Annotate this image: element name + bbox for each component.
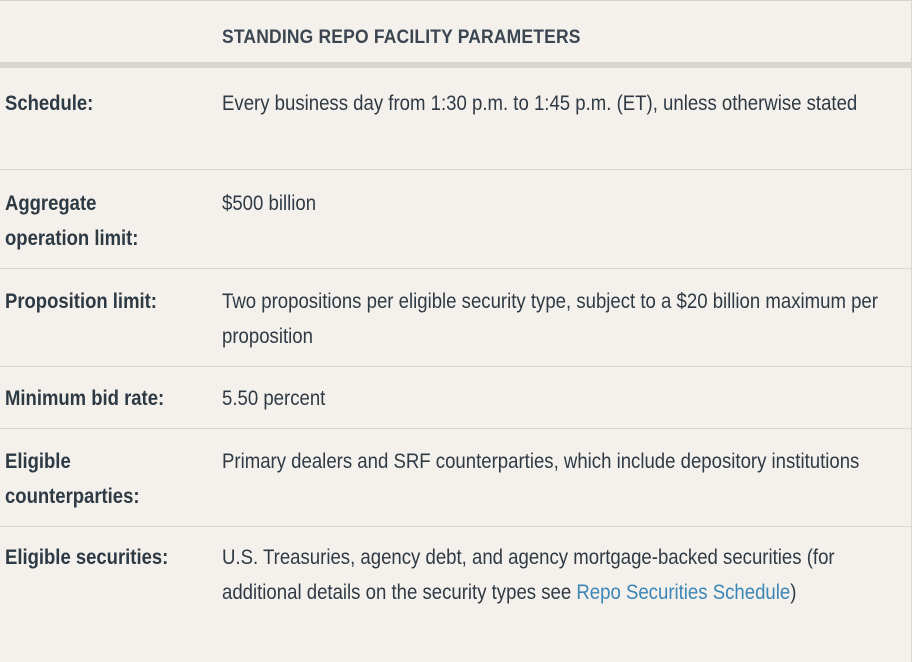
table-row-minimum-bid-rate [0,367,912,429]
table-row-schedule [0,68,912,170]
table-row-eligible-securities [0,527,912,662]
row-label: Proposition limit: [5,290,157,313]
row-value: Two propositions per eligible security type, subject to a $20 billion maximum per proposition [222,290,878,348]
row-label: Eligible securities: [5,546,169,569]
row-label: Aggregate operation limit: [5,192,139,250]
repo-securities-schedule-link[interactable]: Repo Securities Schedule [576,581,791,604]
row-value: 5.50 percent [222,387,326,410]
row-value: Primary dealers and SRF counterparties, which include depository institutions [222,450,860,473]
row-value [222,540,895,610]
value-text-suffix: ) [790,581,797,604]
table-title: STANDING REPO FACILITY PARAMETERS [222,27,581,48]
table-header [0,0,911,68]
table-row-eligible-counterparties [0,429,912,527]
value-text: U.S. Treasuries, agency debt, and agency mortgage-backed securities (for additional details on the security types see [222,546,835,604]
row-value: Every business day from 1:30 p.m. to 1:45 p.m. (ET), unless otherwise stated [222,92,858,115]
row-value: $500 billion [222,192,317,215]
row-label: Minimum bid rate: [5,387,165,410]
table-row-aggregate-limit [0,170,912,269]
row-label: Eligible counterparties: [5,450,140,508]
row-label: Schedule: [5,92,94,115]
table-row-proposition-limit [0,269,912,367]
